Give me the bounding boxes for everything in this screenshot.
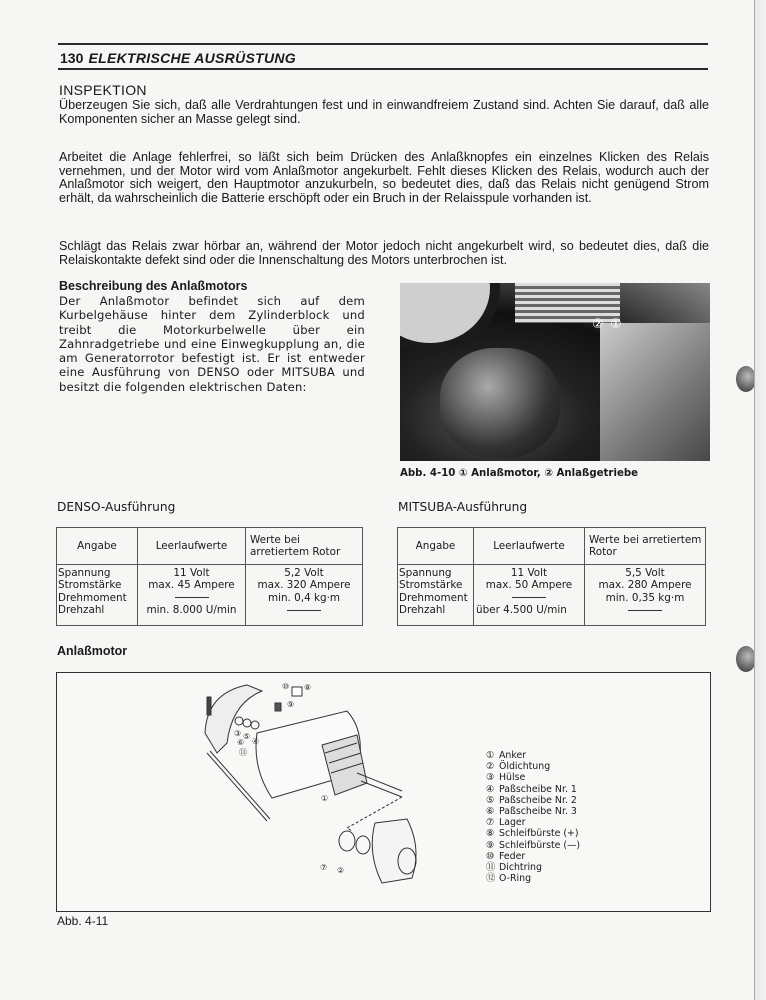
- denso-locked-drehmoment: min. 0,4 kg·m: [267, 591, 341, 604]
- diagram-callout-7: ⑦: [320, 863, 328, 872]
- diagram-caption: Abb. 4-11: [57, 914, 109, 928]
- legend-item: ⑥ Paßscheibe Nr. 3: [486, 806, 577, 818]
- mitsuba-label-drehzahl: Drehzahl: [399, 604, 446, 617]
- mitsuba-idle-values: [474, 565, 585, 626]
- denso-idle-drehzahl: min. 8.000 U/min: [146, 604, 237, 617]
- denso-idle-strom: max. 45 Ampere: [148, 579, 235, 592]
- legend-item: ③ Hülse: [486, 772, 526, 784]
- header-top-rule: [58, 43, 708, 45]
- diagram-callout-11: ⑪: [239, 748, 247, 757]
- chapter-title: ELEKTRISCHE AUSRÜSTUNG: [88, 50, 296, 66]
- denso-labels: [57, 565, 138, 626]
- denso-locked-drehzahl: [246, 604, 362, 616]
- denso-table-title: DENSO-Ausführung: [57, 500, 176, 514]
- diagram-callout-9: ⑨: [287, 700, 295, 709]
- mitsuba-label-drehmoment: Drehmoment: [399, 591, 468, 604]
- denso-label-drehzahl: Drehzahl: [58, 604, 105, 617]
- description-text: Der Anlaßmotor befindet sich auf dem Kurbelgehäuse hinter dem Zylinderblock und treibt die Motorkurbelwelle über ein Zahnradgetriebe und eine Einwegkupplung an, die am Generatorrotor befestigt ist. Er ist entweder eine Ausführung von DENSO oder MITSUBA und besitzt die folgenden elektrischen Daten:: [59, 294, 365, 394]
- page-edge-shadow: [755, 0, 766, 1000]
- diagram-callout-10: ⑩: [282, 682, 290, 691]
- photo-callout-1: ①: [610, 317, 622, 332]
- denso-header-angabe: Angabe: [57, 528, 138, 565]
- diagram-callout-1: ①: [321, 794, 329, 803]
- mitsuba-idle-drehzahl: über 4.500 U/min: [476, 604, 567, 617]
- mitsuba-label-stromstaerke: Stromstärke: [399, 579, 463, 592]
- legend-item: ⑧ Schleifbürste (+): [486, 828, 579, 840]
- page-header: [60, 48, 296, 67]
- denso-idle-spannung: 11 Volt: [173, 567, 210, 579]
- legend-item: ⑨ Schleifbürste (—): [486, 839, 581, 851]
- denso-idle-drehmoment: [138, 592, 245, 604]
- legend-item: ⑦ Lager: [486, 817, 526, 829]
- denso-header-leerlauf: Leerlaufwerte: [138, 528, 246, 565]
- engine-photo: [400, 283, 710, 461]
- diagram-callout-4: ④: [252, 737, 260, 746]
- mitsuba-spec-table: [397, 527, 706, 626]
- denso-locked-values: [246, 565, 363, 626]
- legend-item: ⑫ O-Ring: [486, 873, 532, 885]
- mitsuba-table-title: MITSUBA-Ausführung: [398, 500, 528, 514]
- mitsuba-idle-spannung: 11 Volt: [510, 567, 548, 579]
- denso-label-drehmoment: Drehmoment: [58, 591, 127, 604]
- denso-idle-values: [138, 565, 246, 626]
- legend-item: ④ Paßscheibe Nr. 1: [486, 783, 577, 795]
- inspection-heading: INSPEKTION: [59, 82, 147, 98]
- photo-wheel: [400, 283, 500, 353]
- inspection-paragraph-3: Schlägt das Relais zwar hörbar an, während der Motor jedoch nicht angekurbelt wird, so bedeutet dies, daß die Relaiskontakte defekt sind oder die Innenschaltung des Motors unterbrochen ist.: [59, 239, 709, 267]
- mitsuba-locked-spannung: 5,5 Volt: [625, 567, 665, 579]
- diagram-callout-8: ⑧: [304, 683, 312, 692]
- diagram-callout-2: ②: [337, 866, 345, 875]
- diagram-callout-6: ⑥: [237, 738, 245, 747]
- mitsuba-idle-drehmoment: [474, 592, 584, 604]
- binder-hole-bottom: [736, 646, 756, 672]
- photo-cylinder-fins: [515, 283, 620, 323]
- photo-motor-cover: [440, 348, 560, 458]
- parts-legend: [486, 750, 580, 884]
- denso-locked-spannung: 5,2 Volt: [284, 567, 324, 579]
- header-bottom-rule: [58, 68, 708, 70]
- legend-item: ⑩ Feder: [486, 850, 526, 862]
- exploded-view-illustration: [57, 673, 710, 911]
- photo-callout-2: ②: [592, 317, 604, 332]
- inspection-paragraph-1: Überzeugen Sie sich, daß alle Verdrahtungen fest und in einwandfreiem Zustand sind. Achten Sie darauf, daß alle Komponenten sicher an Masse gelegt sind.: [59, 98, 709, 126]
- mitsuba-header-angabe: Angabe: [398, 528, 474, 565]
- binder-hole-top: [736, 366, 756, 392]
- diagram-callout-3: ③: [234, 729, 242, 738]
- legend-item: ⑤ Paßscheibe Nr. 2: [486, 794, 577, 806]
- mitsuba-locked-drehzahl: [585, 604, 705, 616]
- mitsuba-labels: [398, 565, 474, 626]
- mitsuba-idle-strom: max. 50 Ampere: [485, 579, 573, 592]
- mitsuba-header-rotor: Werte bei arretiertem Rotor: [585, 528, 706, 565]
- description-heading: Beschreibung des Anlaßmotors: [59, 279, 248, 293]
- starter-motor-exploded-diagram: [56, 672, 711, 912]
- mitsuba-label-spannung: Spannung: [399, 567, 452, 579]
- denso-header-rotor: Werte bei arretiertem Rotor: [246, 528, 363, 565]
- denso-label-spannung: Spannung: [58, 567, 111, 579]
- photo-crankcase: [600, 323, 710, 461]
- mitsuba-locked-values: [585, 565, 706, 626]
- legend-item: ② Öldichtung: [486, 761, 551, 773]
- page-number: 130: [60, 50, 84, 66]
- legend-item: ⑪ Dichtring: [486, 862, 542, 874]
- denso-locked-strom: max. 320 Ampere: [257, 579, 351, 592]
- legend-item: ① Anker: [486, 750, 527, 761]
- mitsuba-locked-strom: max. 280 Ampere: [598, 579, 692, 592]
- diagram-heading: Anlaßmotor: [57, 644, 128, 658]
- photo-caption: Abb. 4-10 ① Anlaßmotor, ② Anlaßgetriebe: [400, 468, 639, 479]
- mitsuba-locked-drehmoment: min. 0,35 kg·m: [605, 591, 685, 604]
- mitsuba-header-leerlauf: Leerlaufwerte: [474, 528, 585, 565]
- denso-spec-table: [56, 527, 363, 626]
- diagram-callout-5: ⑤: [243, 732, 251, 741]
- denso-label-stromstaerke: Stromstärke: [58, 579, 122, 592]
- inspection-paragraph-2: Arbeitet die Anlage fehlerfrei, so läßt sich beim Drücken des Anlaßknopfes ein einzelnes Klicken des Relais vernehmen, und der Motor wird vom Anlaßmotor angekurbelt. Fehlt dieses Klicken des Relais, wodurch auch der Anlaßmotor sich weigert, den Hauptmotor anzukurbeln, so bedeutet dies, daß das Relais nicht genügend Strom erhält, da wahrscheinlich die Batterie erschöpft oder ein Bruch in der Relaisspule vorhanden ist.: [59, 150, 709, 205]
